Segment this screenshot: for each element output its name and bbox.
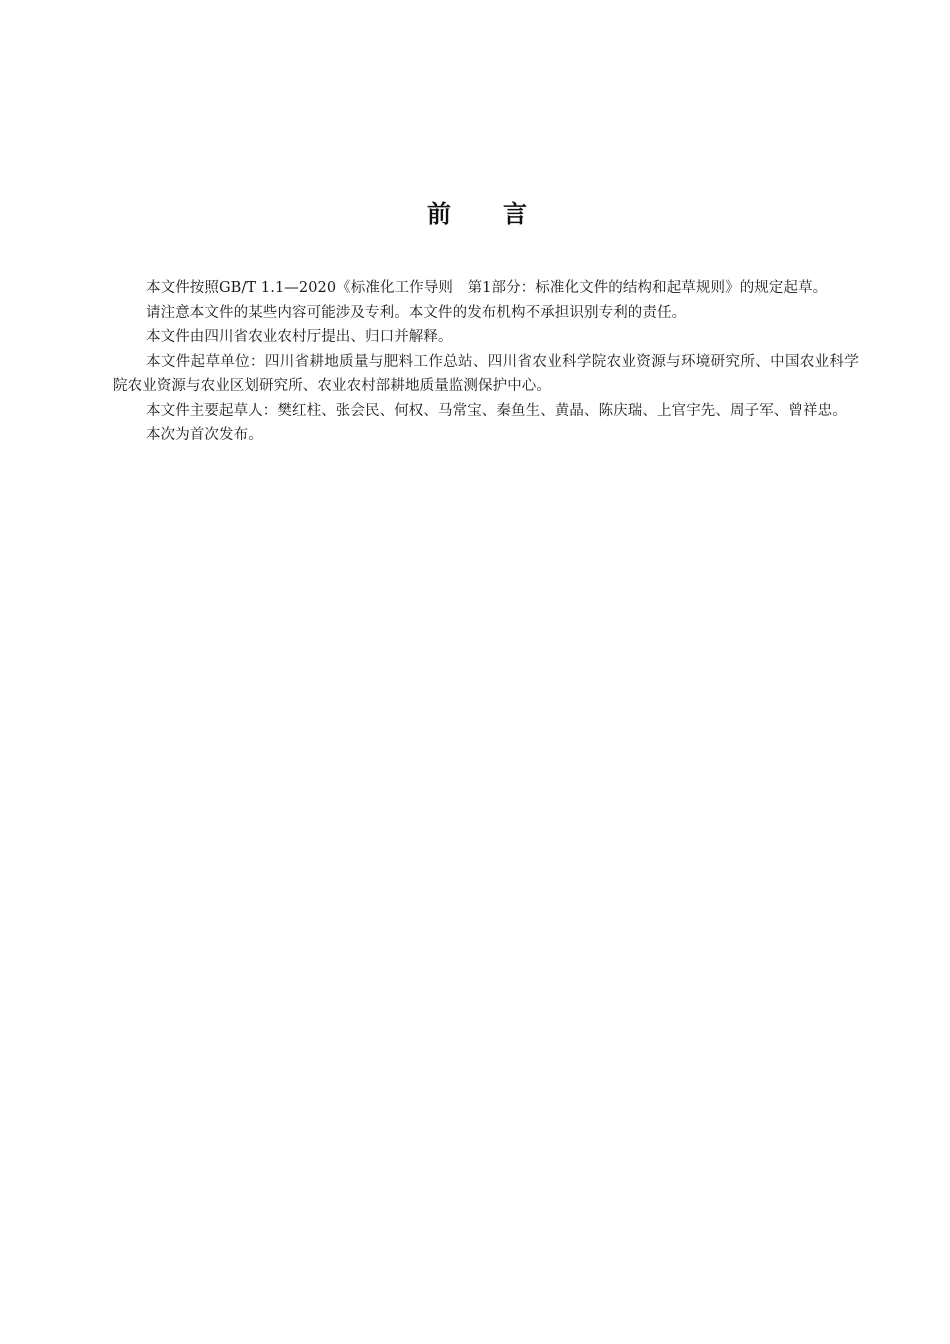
paragraph-drafters: 本文件主要起草人：樊红柱、张会民、何权、马常宝、秦鱼生、黄晶、陈庆瑞、上官宇先、周子军、曾祥忠。 bbox=[146, 402, 847, 419]
paragraph-drafting-rules: 本文件按照GB/T 1.1—2020《标准化工作导则 第1部分：标准化文件的结构和起草规则》的规定起草。 bbox=[146, 280, 828, 296]
paragraph-first-release: 本次为首次发布。 bbox=[146, 427, 263, 443]
paragraph-patent-notice: 请注意本文件的某些内容可能涉及专利。本文件的发布机构不承担识别专利的责任。 bbox=[146, 304, 687, 321]
paragraph-drafting-units: 本文件起草单位：四川省耕地质量与肥料工作总站、四川省农业科学院农业资源与环境研究所、中国农业科学院农业资源与农业区划研究所、农业农村部耕地质量监测保护中心。 bbox=[113, 353, 859, 394]
paragraph-proposer: 本文件由四川省农业农村厅提出、归口并解释。 bbox=[146, 329, 453, 345]
foreword-body bbox=[113, 276, 859, 448]
foreword-title: 前言 bbox=[427, 200, 579, 228]
